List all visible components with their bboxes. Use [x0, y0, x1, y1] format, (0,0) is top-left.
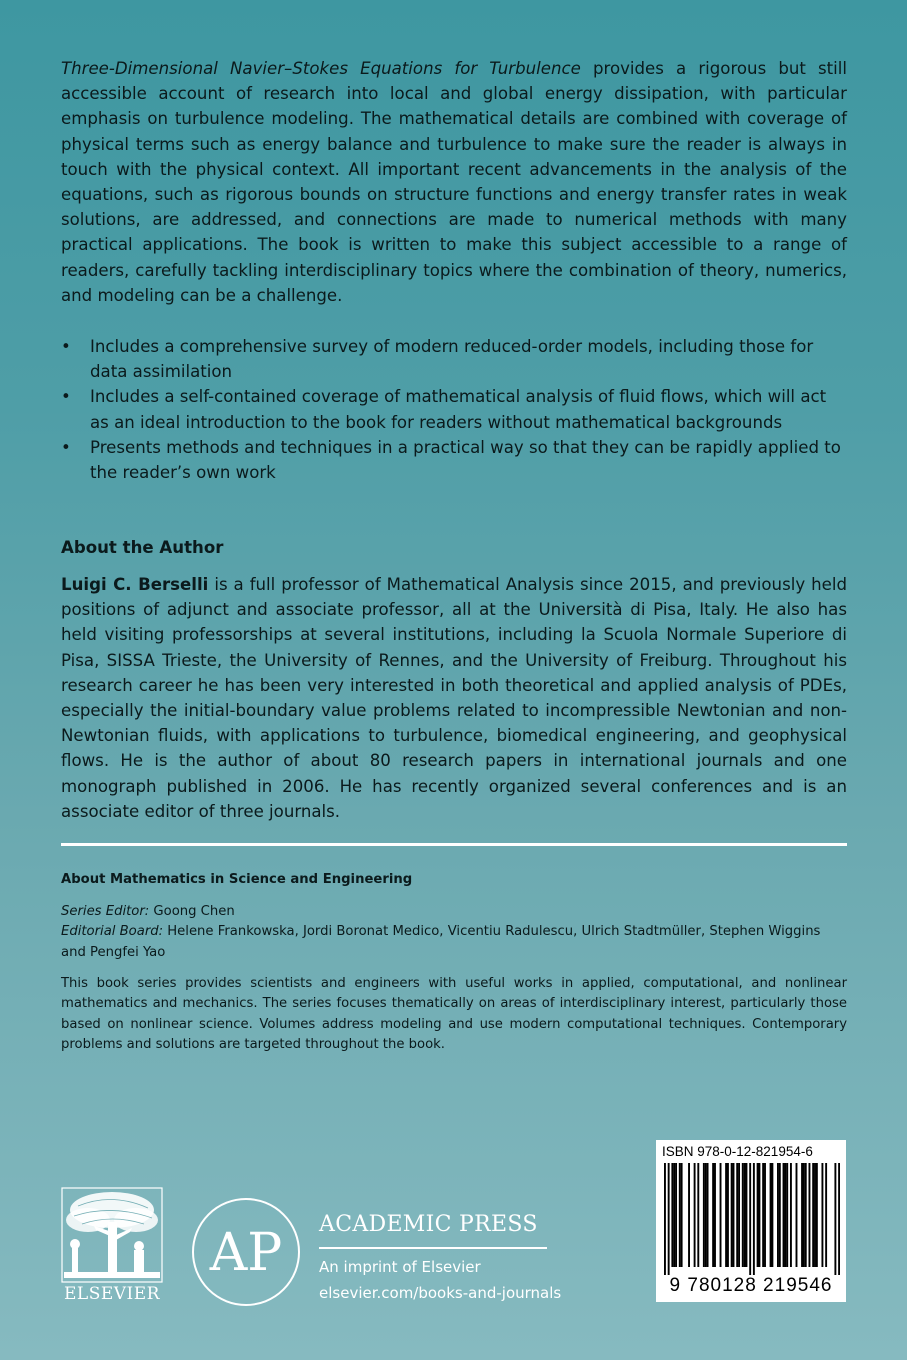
series-editors	[61, 902, 847, 963]
barcode-bar	[805, 1163, 807, 1267]
book-description	[61, 56, 847, 308]
section-divider	[61, 843, 847, 846]
barcode-bar	[786, 1163, 788, 1267]
barcode-bar	[779, 1163, 781, 1267]
barcode-bar	[675, 1163, 677, 1267]
editorial-board-label: Editorial Board:	[61, 924, 164, 940]
series-editor-name: Goong Chen	[149, 904, 235, 919]
academic-press-logo	[190, 1196, 302, 1308]
publisher-rule	[319, 1247, 547, 1249]
barcode-bar	[764, 1163, 766, 1267]
barcode-bar	[707, 1163, 709, 1267]
barcode-bar	[744, 1163, 746, 1267]
series-description: This book series provides scientists and engineers with useful works in applied, computational, and nonlinear mathematics and mechanics. The series focuses thematically on areas of interdisciplinary interest, particularly those based on nonlinear science. Volumes address modeling and use modern computational techniques. Contemporary problems and solutions are targeted throughout the book.	[61, 976, 847, 1053]
barcode-bar	[668, 1163, 670, 1275]
isbn-barcode	[656, 1140, 846, 1302]
about-author-heading: About the Author	[61, 538, 224, 557]
barcode-bar	[703, 1163, 705, 1267]
barcode-bar	[834, 1163, 836, 1275]
feature-list	[61, 334, 847, 485]
barcode-bar	[777, 1163, 779, 1267]
barcode-bar	[714, 1163, 716, 1267]
barcode-bar	[801, 1163, 803, 1267]
barcode-bar	[803, 1163, 805, 1267]
barcode-bar	[733, 1163, 735, 1267]
list-item: • Includes a comprehensive survey of modern reduced-order models, including those for data assimilation	[61, 334, 847, 384]
author-name: Luigi C. Berselli	[61, 575, 209, 594]
list-item: • Presents methods and techniques in a practical way so that they can be rapidly applied to the reader’s own work	[61, 435, 847, 485]
barcode-bar	[746, 1163, 748, 1267]
author-bio-text: is a full professor of Mathematical Analysis since 2015, and previously held positions of adjunct and associate professor, all at the Università di Pisa, Italy. He also has held visiting professorships at several institutions, including la Scuola Normale Superiore di Pisa, SISSA Trieste, the University of Rennes, and the University of Freiburg. Throughout his research career he has been very interested in both theoretical and applied analysis of PDEs, especially the initial-boundary value problems related to incompressible Newtonian and non-Newtonian fluids, with applications to turbulence, biomedical engineering, and geophysical flows. He is the author of about 80 research papers in international journals and one monograph published in 2006. He has recently organized several conferences and is an associate editor of three journals.	[61, 575, 847, 821]
isbn-digits: 9 780128 219546	[669, 1275, 833, 1296]
barcode-bar	[762, 1163, 764, 1267]
list-item: • Includes a self-contained coverage of mathematical analysis of fluid flows, which will act as an ideal introduction to the book for readers without mathematical backgrounds	[61, 384, 847, 434]
book-title: Three-Dimensional Navier–Stokes Equations for Turbulence	[61, 59, 581, 78]
barcode-bar	[688, 1163, 690, 1267]
barcode-bar	[783, 1163, 785, 1267]
barcode-bar	[725, 1163, 727, 1267]
barcode-bar	[816, 1163, 818, 1267]
editorial-board-names: Helene Frankowska, Jordi Boronat Medico, Vicentiu Radulescu, Ulrich Stadtmüller, Stephen Wiggins and Pengfei Yao	[61, 924, 821, 960]
barcode-bar	[821, 1163, 823, 1267]
barcode-bar	[727, 1163, 729, 1267]
isbn-label: ISBN 978-0-12-821954-6	[662, 1144, 813, 1159]
barcode-bar	[705, 1163, 707, 1267]
book-description-text: provides a rigorous but still accessible account of research into local and global energy dissipation, with particular emphasis on turbulence modeling. The mathematical details are combined with coverage of physical terms such as energy balance and turbulence to make sure the reader is always in touch with the physical context. All important recent advancements in the analysis of the equations, such as rigorous bounds on structure functions and energy transfer rates in weak solutions, are addressed, and connections are made to numerical methods with many practical applications. The book is written to make this subject accessible to a range of readers, carefully tackling interdisciplinary topics where the combination of theory, numerics, and modeling can be a challenge.	[61, 59, 847, 305]
barcode-bar	[712, 1163, 714, 1267]
barcode-bar	[694, 1163, 696, 1267]
barcode-bar	[790, 1163, 792, 1267]
barcode-bar	[814, 1163, 816, 1267]
barcode-bar	[671, 1163, 673, 1267]
barcode-bar	[758, 1163, 760, 1267]
barcode-bar	[742, 1163, 744, 1267]
barcode-bar	[720, 1163, 722, 1267]
publisher-url: elsevier.com/books-and-journals	[319, 1284, 562, 1302]
barcode-bar	[809, 1163, 811, 1267]
barcode-bar	[784, 1163, 786, 1267]
barcode-bar	[673, 1163, 675, 1267]
barcode-bar	[825, 1163, 827, 1267]
elsevier-wordmark: ELSEVIER	[64, 1284, 160, 1304]
barcode-bar	[838, 1163, 840, 1275]
publisher-imprint: An imprint of Elsevier	[319, 1258, 481, 1276]
barcode-bar	[738, 1163, 740, 1267]
barcode-bar	[812, 1163, 814, 1267]
barcode-bar	[796, 1163, 798, 1267]
barcode-bar	[771, 1163, 773, 1267]
barcode-bar	[749, 1163, 751, 1275]
barcode-bar	[664, 1163, 666, 1275]
barcode-bar	[731, 1163, 733, 1267]
ap-logo-letters: AP	[209, 1223, 283, 1283]
series-heading: About Mathematics in Science and Engineering	[61, 872, 413, 887]
barcode-bar	[753, 1163, 755, 1275]
barcode-bar	[697, 1163, 699, 1267]
series-editor-label: Series Editor:	[61, 904, 150, 919]
barcode-bar	[770, 1163, 772, 1267]
barcode-bar	[736, 1163, 738, 1267]
barcode-bars	[664, 1163, 840, 1275]
author-bio	[61, 572, 847, 824]
barcode-bar	[679, 1163, 681, 1267]
publisher-name: ACADEMIC PRESS	[319, 1212, 538, 1237]
barcode-bar	[757, 1163, 759, 1267]
barcode-bar	[681, 1163, 683, 1267]
